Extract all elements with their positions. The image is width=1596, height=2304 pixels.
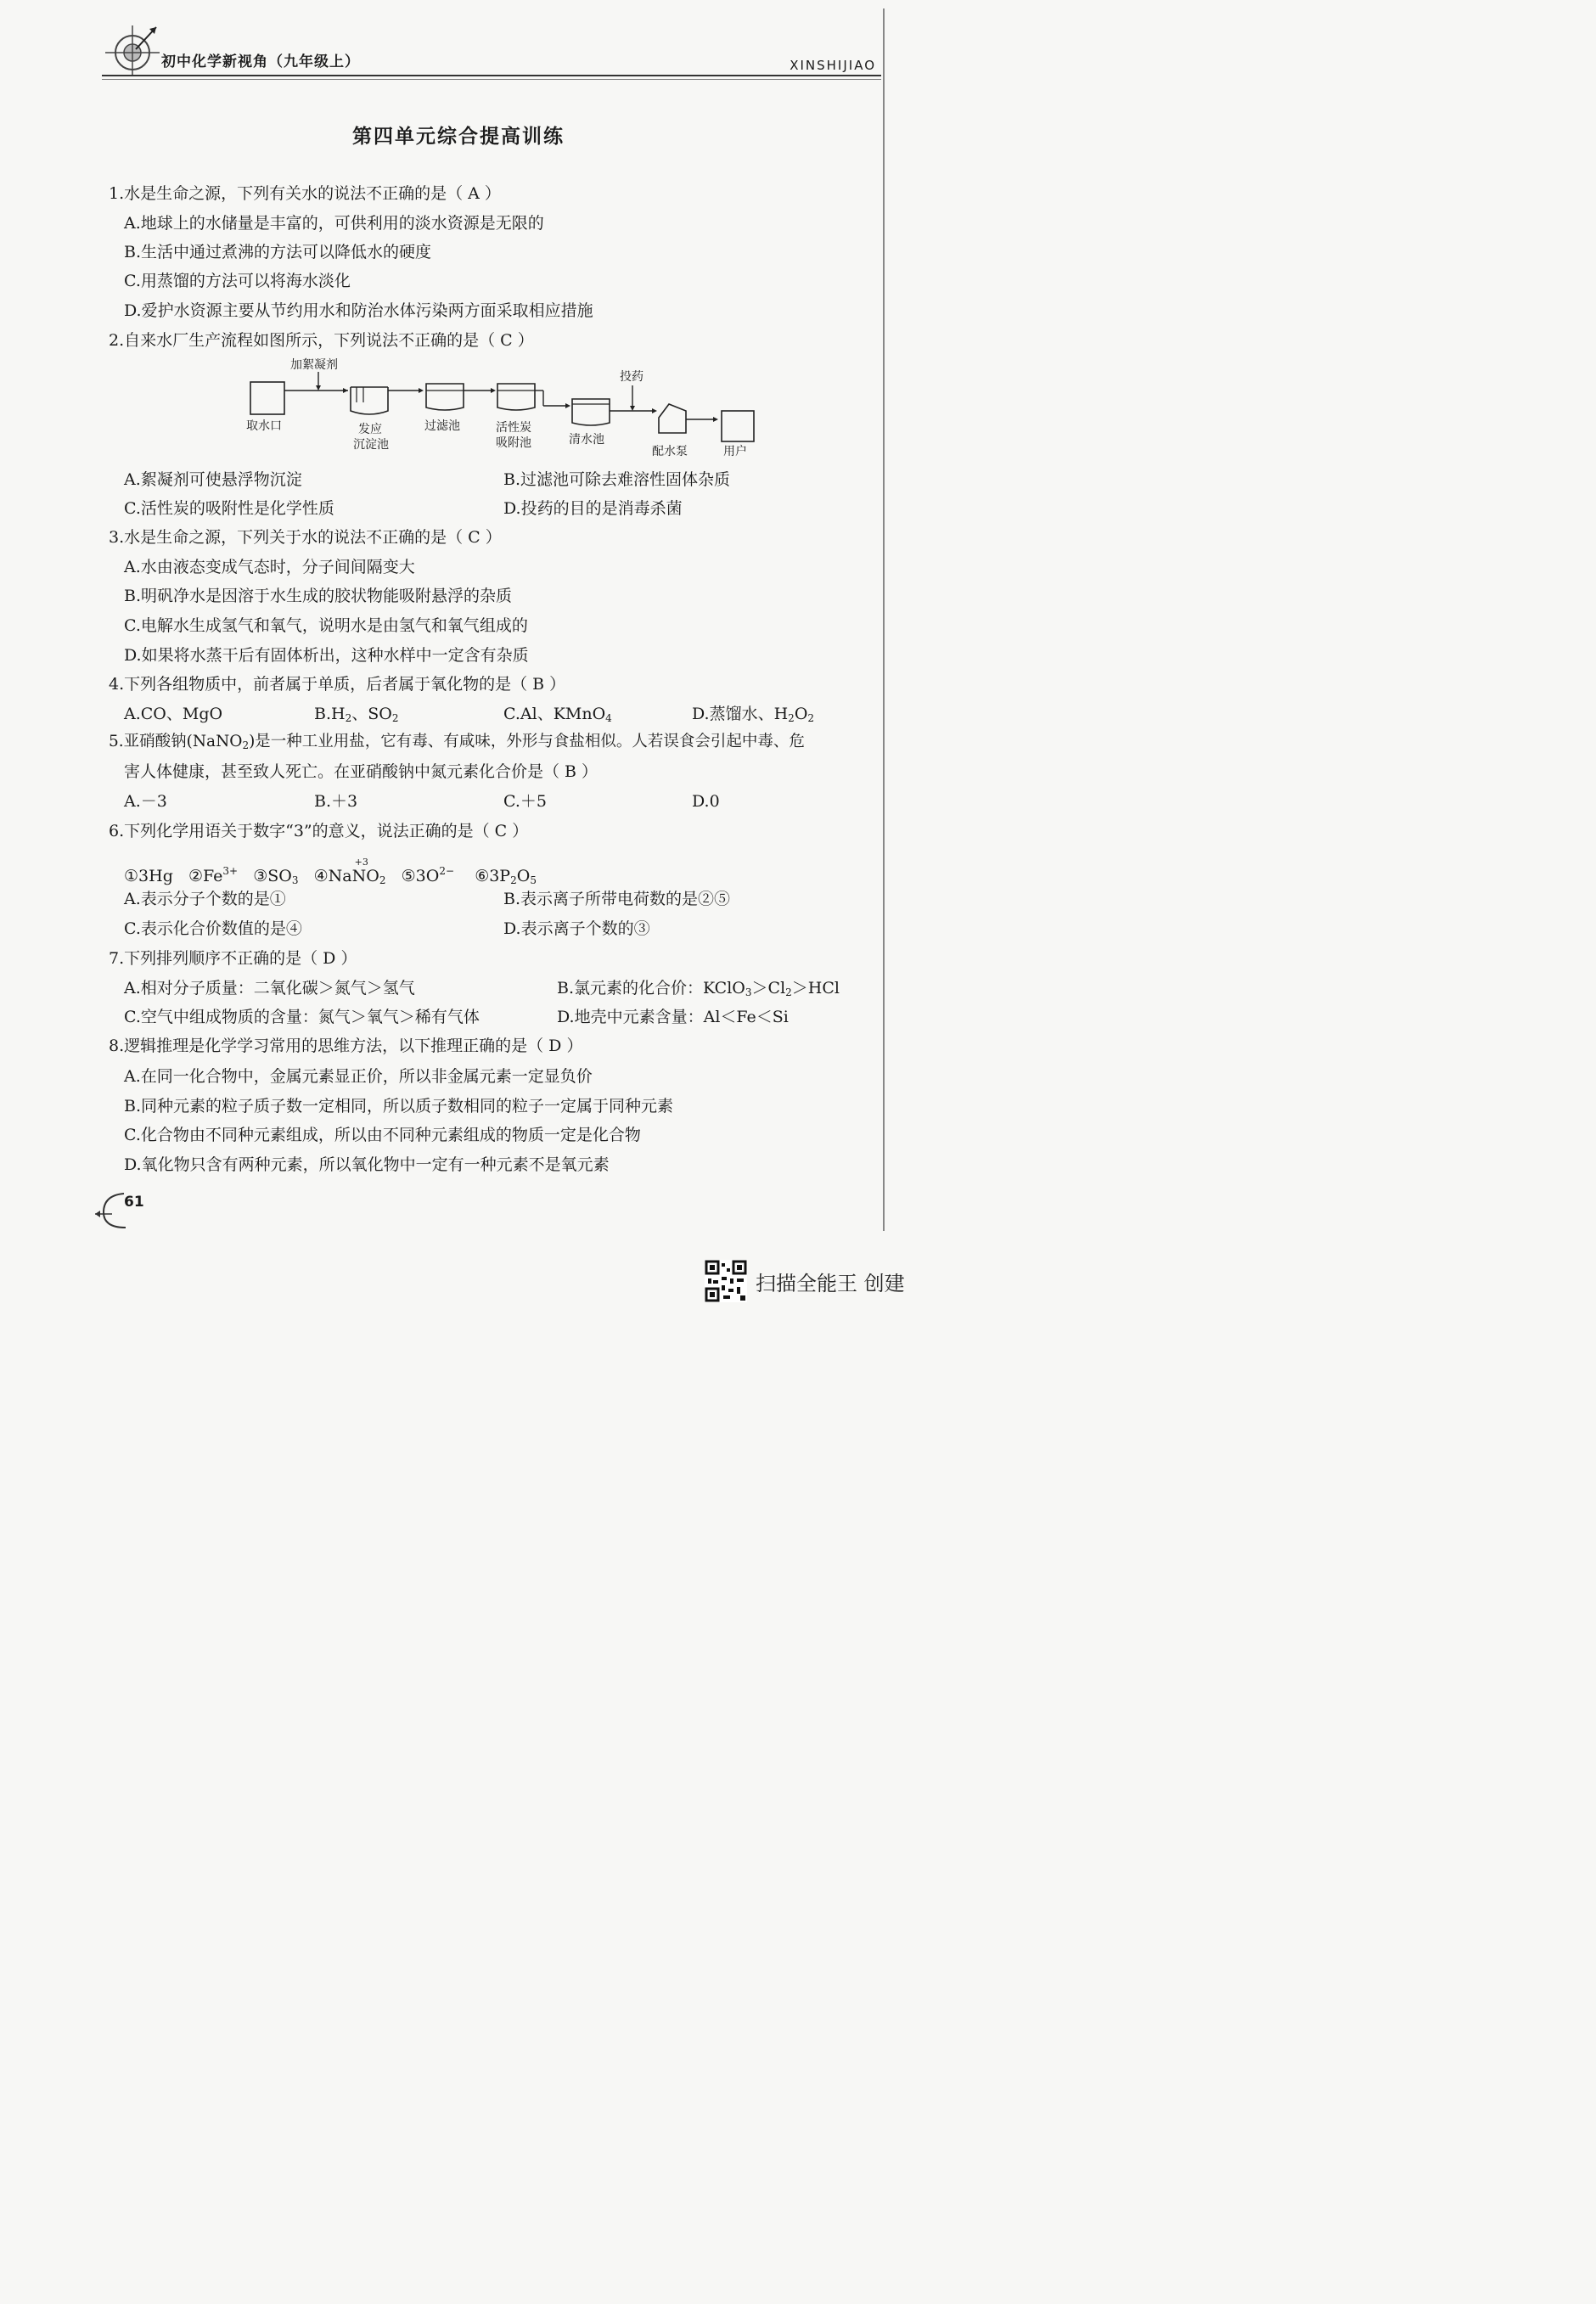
q6-item-4: ④Na +3 $NO_2$ <box>313 857 386 886</box>
intake-box <box>250 382 284 414</box>
intake-label: 取水口 <box>246 419 282 433</box>
q7-option-c: C.空气中组成物质的含量：氮气＞氧气＞稀有气体 <box>124 1008 480 1026</box>
scanner-watermark: 扫描全能王 创建 <box>756 1272 905 1295</box>
q2-option-d: D.投药的目的是消毒杀菌 <box>503 499 683 518</box>
q7-option-d: D.地壳中元素含量：Al＜Fe＜Si <box>557 1008 789 1026</box>
q5-option-b: B.＋3 <box>314 792 358 811</box>
q5-stem-line1: 5.亚硝酸钠(NaNO$_2$)是一种工业用盐，它有毒、有咸味，外形与食盐相似。人若误食会引起中毒、危 <box>109 733 805 751</box>
filter-label: 过滤池 <box>424 419 460 433</box>
q7-stem: 7.下列排列顺序不正确的是（ D ） <box>109 949 357 968</box>
q6-stem: 6.下列化学用语关于数字“3”的意义，说法正确的是（ C ） <box>109 822 529 840</box>
q5-option-d: D.0 <box>692 792 720 811</box>
page-number: 61 <box>124 1194 144 1211</box>
q6-item-2: $②Fe^{3+}$ <box>188 865 239 885</box>
series-title: 初中化学新视角（九年级上） <box>161 53 360 70</box>
clear-water-label: 清水池 <box>569 433 604 447</box>
q6-item-1: ①3Hg <box>124 867 173 885</box>
clear-water-tank <box>572 399 610 425</box>
q6-option-a: A.表示分子个数的是① <box>124 890 286 908</box>
q6-item-6: $⑥3P_2O_5$ <box>475 867 537 886</box>
q7-option-b: B.氯元素的化合价：$KClO_3>Cl_2>HCl$ <box>557 979 840 998</box>
q7-option-a: A.相对分子质量：二氧化碳＞氮气＞氢气 <box>124 979 415 997</box>
q3-stem: 3.水是生命之源，下列关于水的说法不正确的是（ C ） <box>109 528 502 547</box>
q6-item-3: $③SO_3$ <box>253 867 299 886</box>
add-coagulant-label: 加絮凝剂 <box>290 358 338 372</box>
q1-stem: 1.水是生命之源，下列有关水的说法不正确的是（ A ） <box>109 184 501 203</box>
q5-option-a: A.－3 <box>124 792 167 811</box>
q6-items <box>124 857 537 891</box>
header-rule-thin <box>102 79 881 80</box>
q1-option-d: D.爱护水资源主要从节约用水和防治水体污染两方面采取相应措施 <box>124 301 593 320</box>
carbon-label-2: 吸附池 <box>496 436 531 450</box>
q6-option-c: C.表示化合价数值的是④ <box>124 919 302 938</box>
settle-label-2: 沉淀池 <box>353 438 389 452</box>
pump-symbol <box>659 404 686 433</box>
target-logo-icon <box>102 19 161 78</box>
water-plant-flow-diagram <box>238 355 764 458</box>
pump-label: 配水泵 <box>652 445 688 458</box>
q8-option-b: B.同种元素的粒子质子数一定相同，所以质子数相同的粒子一定属于同种元素 <box>124 1097 674 1115</box>
q4-option-b: $B.H_2$、$SO_2$ <box>314 705 399 724</box>
q2-option-b: B.过滤池可除去难溶性固体杂质 <box>503 470 731 489</box>
carbon-label-1: 活性炭 <box>496 421 531 435</box>
user-label: 用户 <box>723 445 747 458</box>
q6-item-5: $⑤3O^{2-}$ <box>401 865 455 885</box>
carbon-tank <box>497 384 535 410</box>
q8-option-a: A.在同一化合物中，金属元素显正价，所以非金属元素一定显负价 <box>124 1067 593 1086</box>
q1-option-b: B.生活中通过煮沸的方法可以降低水的硬度 <box>124 243 432 261</box>
q4-option-c: C.Al、KMnO$_4$ <box>503 705 612 724</box>
q5-stem-line2: 害人体健康，甚至致人死亡。在亚硝酸钠中氮元素化合价是（ B ） <box>124 762 598 781</box>
header-rule <box>102 75 881 76</box>
q3-option-d: D.如果将水蒸干后有固体析出，这种水样中一定含有杂质 <box>124 646 529 665</box>
brand-text: XINSHIJIAO <box>790 58 876 73</box>
dose-label: 投药 <box>620 370 643 384</box>
q2-option-c: C.活性炭的吸附性是化学性质 <box>124 499 334 518</box>
q8-option-d: D.氧化物只含有两种元素，所以氧化物中一定有一种元素不是氧元素 <box>124 1155 610 1174</box>
settle-label-1: 发应 <box>358 423 382 436</box>
q4-stem: 4.下列各组物质中，前者属于单质，后者属于氧化物的是（ B ） <box>109 675 566 694</box>
q3-option-b: B.明矾净水是因溶于水生成的胶状物能吸附悬浮的杂质 <box>124 587 513 605</box>
q4-option-d: D.蒸馏水、$H_2O_2$ <box>692 705 815 724</box>
qr-code-icon <box>705 1260 747 1302</box>
filter-tank <box>426 384 464 410</box>
q8-stem: 8.逻辑推理是化学学习常用的思维方法，以下推理正确的是（ D ） <box>109 1037 583 1055</box>
q6-option-d: D.表示离子个数的③ <box>503 919 650 938</box>
page-title: 第四单元综合提高训练 <box>352 126 565 148</box>
q2-option-a: A.絮凝剂可使悬浮物沉淀 <box>124 470 302 489</box>
q1-option-a: A.地球上的水储量是丰富的，可供利用的淡水资源是无限的 <box>124 214 544 233</box>
q4-option-a: A.CO、MgO <box>124 705 223 723</box>
page-edge-line <box>883 8 885 1231</box>
q3-option-a: A.水由液态变成气态时，分子间间隔变大 <box>124 558 415 576</box>
user-box <box>722 411 754 441</box>
q6-option-b: B.表示离子所带电荷数的是②⑤ <box>503 890 731 908</box>
q1-option-c: C.用蒸馏的方法可以将海水淡化 <box>124 272 351 290</box>
q5-option-c: C.＋5 <box>503 792 547 811</box>
q8-option-c: C.化合物由不同种元素组成，所以由不同种元素组成的物质一定是化合物 <box>124 1126 641 1144</box>
q3-option-c: C.电解水生成氢气和氧气，说明水是由氢气和氧气组成的 <box>124 616 528 635</box>
document-page <box>0 0 917 1322</box>
q2-stem: 2.自来水厂生产流程如图所示，下列说法不正确的是（ C ） <box>109 331 534 350</box>
